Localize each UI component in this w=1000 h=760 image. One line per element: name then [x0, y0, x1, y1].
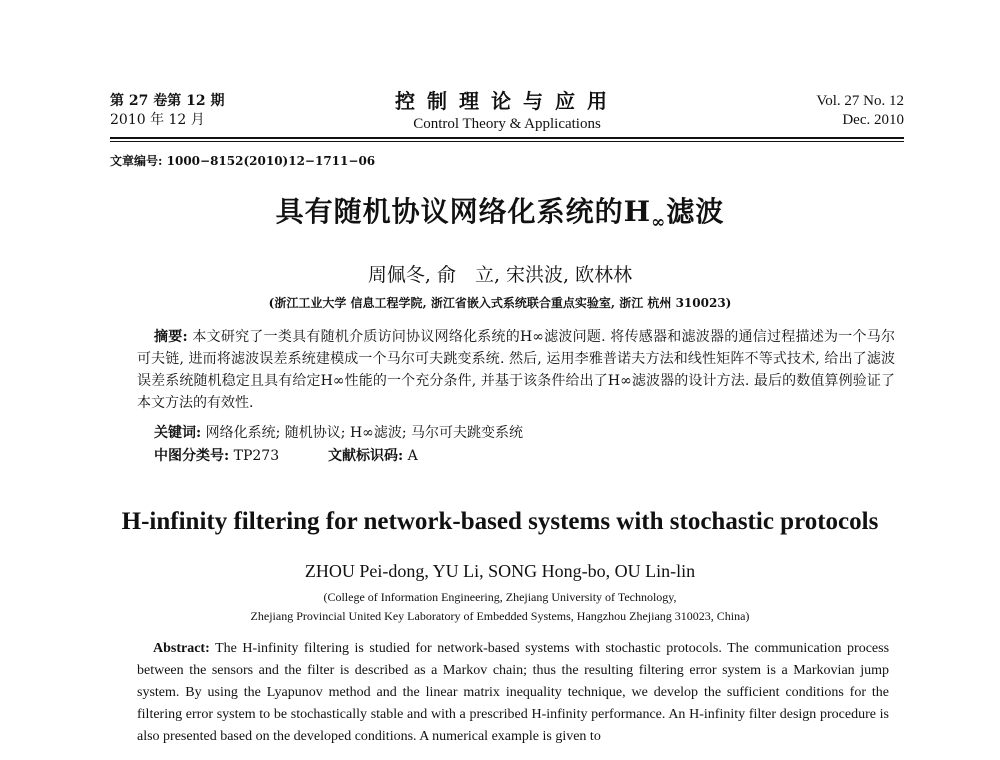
title-cn: [0, 190, 1000, 233]
article-number-label: 文章编号:: [110, 154, 163, 168]
header-center: [110, 88, 904, 134]
header-right: [816, 92, 904, 130]
authors-en: ZHOU Pei-dong, YU Li, SONG Hong-bo, OU Lin-lin: [304, 561, 696, 581]
abstract-cn-label: 摘要:: [154, 329, 188, 345]
clc-label: 中图分类号:: [154, 448, 230, 464]
affiliation-cn: (浙江工业大学 信息工程学院, 浙江省嵌入式系统联合重点实验室, 浙江 杭州 310023): [268, 296, 732, 310]
keywords-cn: [154, 422, 523, 442]
affiliation-en-line1: (College of Information Engineering, Zhejiang University of Technology,: [323, 590, 677, 604]
journal-name-en: Control Theory & Applications: [413, 116, 601, 132]
classification-line: [154, 445, 418, 465]
doc-code-value: A: [407, 448, 418, 464]
article-number: [110, 152, 375, 169]
title-cn-after: 滤波: [666, 195, 725, 228]
title-cn-before: 具有随机协议网络化系统的H: [275, 195, 652, 228]
date-en: Dec. 2010: [842, 112, 904, 128]
doc-code-label: 文献标识码:: [328, 448, 404, 464]
abstract-cn-text: 本文研究了一类具有随机介质访问协议网络化系统的H∞滤波问题. 将传感器和滤波器的通信过程描述为一个马尔可夫链, 进而将滤波误差系统建模成一个马尔可夫跳变系统. 然后, 运用李雅普诺夫方法和线性矩阵不等式技术, 给出了滤波误差系统随机稳定且具有给定H∞性能的一个充分条件, 并基于该条件给出了H∞滤波器的设计方法. 最后的数值算例验证了本文方法的有效性.: [137, 329, 895, 411]
volume-issue-cn: 第 27 卷第 12 期: [110, 93, 225, 109]
abstract-en-text: The H-infinity filtering is studied for network-based systems with stochastic protocols. The communication process between the sensors and the filter is described as a Markov chain; thus the resulting filtering error system is a Markovian jump system. By using the Lyapunov method and the linear matrix inequality technique, we develop the sufficient conditions for the filtering error system to be stochastically stable and with a prescribed H-infinity performance. An H-infinity filter design procedure is also presented based on the developed conditions. A numerical example is given to: [137, 641, 890, 744]
date-cn: 2010 年 12 月: [110, 112, 205, 128]
title-en: H-infinity filtering for network-based systems with stochastic protocols: [121, 508, 879, 535]
abstract-cn: [137, 326, 895, 414]
journal-header: [110, 89, 904, 138]
authors-cn: 周佩冬, 俞 立, 宋洪波, 欧林林: [367, 264, 633, 286]
clc-value: TP273: [233, 448, 280, 464]
abstract-en-label: Abstract:: [153, 641, 210, 656]
abstract-en: [137, 638, 889, 748]
header-rule-thin: [110, 141, 904, 142]
journal-name-cn: 控制理论与应用: [395, 89, 619, 113]
article-number-value: 1000−8152(2010)12−1711−06: [166, 154, 376, 168]
affiliation-en-line2: Zhejiang Provincial United Key Laboratory of Embedded Systems, Hangzhou Zhejiang 310023, China): [250, 609, 750, 623]
keywords-cn-text: 网络化系统; 随机协议; H∞滤波; 马尔可夫跳变系统: [205, 425, 523, 441]
keywords-cn-label: 关键词:: [154, 425, 202, 441]
header-rule-thick: [110, 137, 904, 139]
affiliation-en: [0, 588, 1000, 626]
volume-issue-en: Vol. 27 No. 12: [816, 93, 904, 109]
title-cn-subscript: ∞: [651, 212, 667, 233]
